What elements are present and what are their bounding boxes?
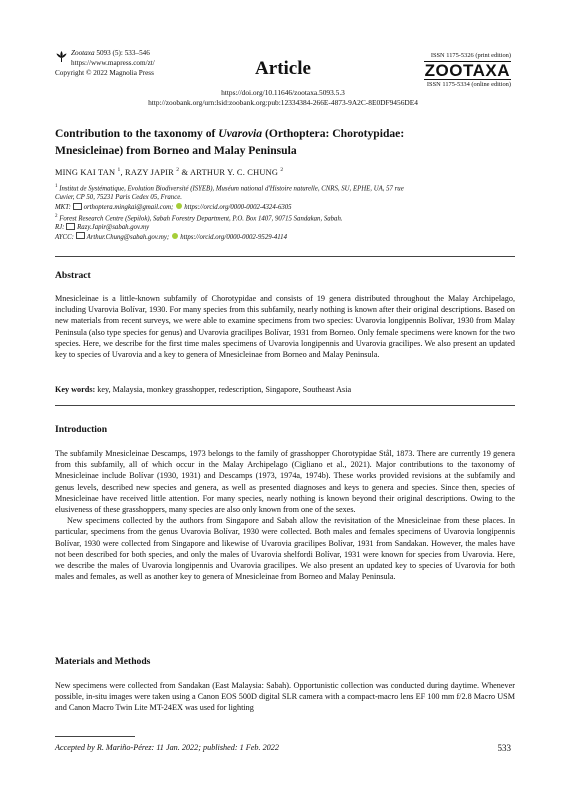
aycc-email[interactable]: Arthur.Chung@sabah.gov.my; [86, 233, 170, 241]
article-type-label: Article [255, 58, 311, 79]
introduction-heading: Introduction [55, 424, 108, 435]
zootaxa-logo: ZOOTAXA [424, 61, 510, 80]
rj-email[interactable]: Razy.Japir@sabah.gov.my [77, 224, 150, 232]
keywords [55, 384, 515, 395]
affiliations [55, 182, 515, 242]
author-3-affil: 2 [280, 167, 284, 173]
contact-rj: RJ: Razy.Japir@sabah.gov.my [55, 224, 150, 232]
orcid-icon [172, 233, 178, 239]
mkt-orcid[interactable]: https://orcid.org/0000-0002-4324-6305 [184, 203, 292, 211]
affiliation-1-cont: Cuvier, CP 50, 75231 Paris Cedex 05, France. [55, 194, 182, 202]
journal-name: Zootaxa [71, 49, 95, 57]
footer-rule [55, 736, 135, 737]
orcid-icon [176, 203, 182, 209]
aycc-orcid[interactable]: https://orcid.org/0000-0002-9529-4114 [180, 233, 287, 241]
mkt-email[interactable]: orthoptera.mingkai@gmail.com; [83, 203, 174, 211]
journal-header-right [424, 52, 511, 89]
author-1-affil: 1 [117, 167, 121, 173]
volume-pages: 5093 (5): 533–546 [94, 49, 150, 57]
keywords-text: key, Malaysia, monkey grasshopper, redescription, Singapore, Southeast Asia [95, 385, 352, 394]
issn-print: ISSN 1175-5326 (print edition) [430, 52, 511, 59]
title-genus: Uvarovia [218, 127, 263, 140]
abstract-heading: Abstract [55, 270, 91, 281]
journal-url[interactable]: https://www.mapress.com/zt/ [71, 59, 155, 67]
page-number: 533 [497, 743, 511, 753]
abstract-text: Mnesicleinae is a little-known subfamily of Chorotypidae and consists of 19 genera distributed throughout the Malay Archipelago, including Uvarovia Bolívar, 1930. For many species from this subfamily, nearly nothing is known after their original descriptions. Based on new materials from recent surveys, we were able to examine specimens from two species: Uvarovia longipennis Bolívar, 1930 from Malay Peninsula (also type species for genus) and Uvarovia gracilipes Bolívar, 1931 from Borneo. Only female specimens were known for the two species. Here, we describe for the first time males specimens of Uvarovia longipennis and Uvarovia gracilipes. We also present an updated key to species of Uvarovia and a key to genera of Mnesicleinae from Borneo and Malay Peninsula. [55, 294, 515, 360]
mail-icon [76, 232, 85, 239]
citation-line [71, 48, 155, 58]
contact-mkt: MKT: orthoptera.mingkai@gmail.com; https://orcid.org/0000-0002-4324-6305 [55, 203, 292, 211]
introduction-paragraph-1: The subfamily Mnesicleinae Descamps, 1973 belongs to the family of grasshopper Chorotypidae Stål, 1873. There are currently 19 genera from this subfamily, all of which occur in the Malay Archipelago (Cigliano et al., 2021). Major contributions to the taxonomy of Mnesicleinae include Bolívar (1930, 1931) and Descamps (1973, 1974a, 1974b). These works provided revisions at the subfamily and genus levels, described new species and genera, as well as presented diagnoses and keys to genera and species. Since then, species of Mnesicleinae have received little attention. For many species, nearly nothing is known beyond their original descriptions. Owing to the elusiveness of these grasshoppers, many species are also only known from one of the sexes. [55, 449, 515, 515]
divider-top [55, 256, 515, 257]
divider-bottom [55, 405, 515, 406]
author-2-affil: 2 [176, 167, 180, 173]
methods-heading: Materials and Methods [55, 656, 151, 667]
mail-icon [66, 223, 75, 230]
title-prefix: Contribution to the taxonomy of [55, 127, 219, 140]
contact-aycc: AYCC: Arthur.Chung@sabah.gov.my; https://orcid.org/0000-0002-9529-4114 [55, 233, 287, 241]
affiliation-1: $^1$ Institut de Systématique, Evolution Biodiversité (ISYEB), Muséum national d'Histoire naturelle, CNRS, SU, EPHE, UA, 57 rue [55, 184, 404, 193]
introduction-paragraph-2: New specimens collected by the authors from Singapore and Sabah allow the revisitation of the Mnesicleinae from these places. In particular, specimens from the genus Uvarovia Bolívar, 1930 were collected. Both males and females specimens of Uvarovia longipennis Bolívar, 1930 were collected from Singapore and likewise of Uvarovia gracilipes Bolívar, 1931 from Sandakan. However, the males have not been described for both species, and only the males of Uvarovia shelfordi Bolívar, 1931 were known for species from Uvarovia. Here, we describe the males of Uvarovia longipennis and Uvarovia gracilipes. We also present an updated key to species of Uvarovia for both males and females, as well as another key to genera of Mnesicleinae from Borneo and Malay Peninsula. [55, 516, 515, 582]
methods-text: New specimens were collected from Sandakan (East Malaysia: Sabah). Opportunistic collection was conducted during daytime. Whenever possible, in-situ images were taken using a Canon EOS 500D digital SLR camera with a compact-macro lens EF 100 mm f/2.8 Macro USM and Canon Macro Twin Lite MT-24EX was used for lighting [55, 681, 515, 713]
title-suffix: (Orthoptera: Chorotypidae: [262, 127, 405, 140]
copyright: Copyright © 2022 Magnolia Press [55, 69, 154, 77]
keywords-label: Key words: [55, 385, 96, 394]
author-3: & ARTHUR Y. C. CHUNG [179, 167, 279, 177]
introduction-text [55, 448, 515, 582]
affiliation-2: $^2$ Forest Research Centre (Sepilok), Sabah Forestry Department, P.O. Box 1407, 90715 Sandakan, Sabah. [55, 213, 343, 223]
doi-link[interactable]: https://doi.org/10.11646/zootaxa.5093.5.3 [221, 88, 345, 97]
issn-online: ISSN 1175-5334 (online edition) [426, 81, 511, 88]
author-list [55, 167, 283, 177]
acceptance-note: Accepted by R. Mariño-Pérez: 11 Jan. 2022; published: 1 Feb. 2022 [55, 743, 279, 752]
title-line2: Mnesicleinae) from Borneo and Malay Peninsula [55, 144, 297, 157]
identifiers [0, 88, 566, 108]
paper-title [55, 125, 515, 159]
zoobank-link[interactable]: http://zoobank.org/urn:lsid:zoobank.org:pub:12334384-266E-4873-9A2C-8E0DF9456DE4 [148, 98, 418, 107]
mail-icon [73, 203, 82, 210]
author-2: , RAZY JAPIR [120, 167, 174, 177]
author-1: MING KAI TAN [55, 167, 116, 177]
